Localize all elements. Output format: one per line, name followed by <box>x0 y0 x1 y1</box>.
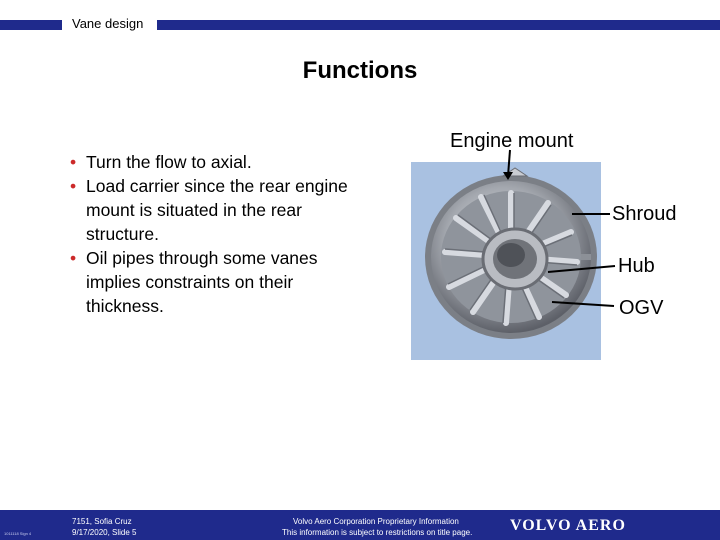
bullet-text: Turn the flow to axial. <box>86 152 252 172</box>
label-shroud: Shroud <box>612 203 677 225</box>
callout-line-hub <box>548 266 615 272</box>
bullet-dot-icon: • <box>70 248 77 268</box>
footer-proprietary: Volvo Aero Corporation Proprietary Information <box>293 517 459 526</box>
footer-restrictions: This information is subject to restrictions on title page. <box>282 528 473 537</box>
footer-author: 7151, Sofia Cruz <box>72 517 132 526</box>
volvo-aero-logo: VOLVO AERO <box>510 517 626 534</box>
section-label: Vane design <box>72 16 144 31</box>
slide-title: Functions <box>302 57 418 84</box>
label-ogv: OGV <box>619 297 664 319</box>
footer-bar <box>0 510 720 540</box>
bullet-dot-icon: • <box>70 152 77 172</box>
bullet-dot-icon: • <box>70 176 77 196</box>
callout-line-ogv <box>552 302 614 306</box>
label-hub: Hub <box>618 255 655 277</box>
bullet-text: Load carrier since the rear engine mount is situated in the rear structure. <box>86 176 348 244</box>
footer-date-slide: 9/17/2020, Slide 5 <box>72 528 137 537</box>
bullet-text: Oil pipes through some vanes implies constraints on their thickness. <box>86 248 318 316</box>
footer-doc-id: 1011118 Sign 4 <box>4 531 32 536</box>
arrow-head-icon <box>503 172 513 180</box>
label-engine-mount: Engine mount <box>450 130 574 152</box>
